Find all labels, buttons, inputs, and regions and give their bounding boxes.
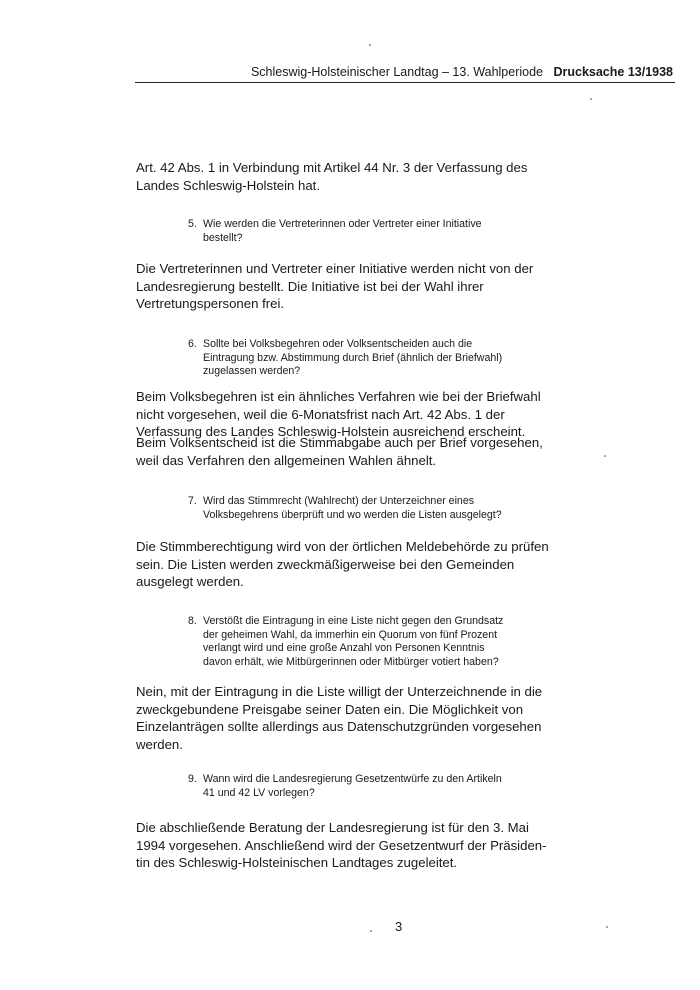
question-text: Wie werden die Vertreterinnen oder Vertreter einer Initiative <box>203 218 482 230</box>
text-line: 41 und 42 LV vorlegen? <box>203 786 315 799</box>
text-line <box>188 495 502 509</box>
scan-speck <box>369 44 371 46</box>
question-number: 6. <box>188 338 197 350</box>
text-line: Eintragung bzw. Abstimmung durch Brief (ähnlich der Briefwahl) <box>203 351 503 364</box>
page-header <box>135 64 675 83</box>
answer-paragraph <box>136 159 527 194</box>
answer-paragraph <box>136 538 549 591</box>
text-line <box>188 773 502 787</box>
text-line: zweckgebundene Preisgabe seiner Daten ein. Die Möglichkeit von <box>136 701 524 717</box>
scan-speck <box>370 930 372 932</box>
text-line: sein. Die Listen werden zweckmäßigerweise bei den Gemeinden <box>136 556 515 572</box>
text-line: Vertretungspersonen frei. <box>136 296 285 311</box>
question-number: 9. <box>188 773 197 785</box>
text-line: Nein, mit der Eintragung in die Liste willigt der Unterzeichnende in die <box>136 684 543 699</box>
question-7 <box>188 495 502 522</box>
text-line: Volksbegehrens überprüft und wo werden die Listen ausgelegt? <box>203 508 502 521</box>
text-line: nicht vorgesehen, weil die 6-Monatsfrist nach Art. 42 Abs. 1 der <box>136 406 505 422</box>
question-text: Verstößt die Eintragung in eine Liste nicht gegen den Grundsatz <box>203 615 504 627</box>
text-line: ausgelegt werden. <box>136 574 244 589</box>
text-line: Beim Volksbegehren ist ein ähnliches Verfahren wie bei der Briefwahl <box>136 389 541 404</box>
answer-paragraph <box>136 819 547 872</box>
answer-paragraph <box>136 260 533 313</box>
question-number: 7. <box>188 495 197 507</box>
text-line: Landes Schleswig-Holstein hat. <box>136 177 320 193</box>
question-8 <box>188 615 503 669</box>
question-text: Sollte bei Volksbegehren oder Volksentscheiden auch die <box>203 338 473 350</box>
text-line: Art. 42 Abs. 1 in Verbindung mit Artikel 44 Nr. 3 der Verfassung des <box>136 160 528 175</box>
text-line <box>188 615 503 629</box>
question-text: Wann wird die Landesregierung Gesetzentwürfe zu den Artikeln <box>203 773 502 785</box>
text-line: werden. <box>136 736 183 752</box>
header-title: Schleswig-Holsteinischer Landtag – 13. Wahlperiode <box>250 65 543 79</box>
text-line: 1994 vorgesehen. Anschließend wird der Gesetzentwurf der Präsiden- <box>136 837 547 853</box>
answer-paragraph <box>136 434 543 469</box>
text-line: Die Vertreterinnen und Vertreter einer Initiative werden nicht von der <box>136 261 534 276</box>
answer-paragraph <box>136 683 542 753</box>
text-line: Verfassung des Landes Schleswig-Holstein ausreichend erscheint. <box>136 424 526 439</box>
text-line: verlangt wird und eine große Anzahl von Personen Kenntnis <box>203 642 485 655</box>
text-line <box>188 338 502 352</box>
text-line: Landesregierung bestellt. Die Initiative ist bei der Wahl ihrer <box>136 278 484 294</box>
text-line: Die abschließende Beratung der Landesregierung ist für den 3. Mai <box>136 820 529 835</box>
text-line: davon erhält, wie Mitbürgerinnen oder Mitbürger votiert haben? <box>203 655 499 668</box>
scan-speck <box>606 926 608 928</box>
question-9 <box>188 773 502 800</box>
question-number: 8. <box>188 615 197 627</box>
answer-paragraph <box>136 388 541 441</box>
text-line: Beim Volksentscheid ist die Stimmabgabe auch per Brief vorgesehen, <box>136 435 543 450</box>
scan-speck <box>590 98 592 100</box>
text-line: tin des Schleswig-Holsteinischen Landtages zugeleitet. <box>136 855 458 870</box>
text-line: zugelassen werden? <box>203 365 301 378</box>
text-line: Die Stimmberechtigung wird von der örtlichen Meldebehörde zu prüfen <box>136 539 549 554</box>
question-number: 5. <box>188 218 197 230</box>
text-line: weil das Verfahren den allgemeinen Wahlen ähnelt. <box>136 452 437 468</box>
drucksache-number: Drucksache 13/1938 <box>553 65 673 79</box>
text-line: bestellt? <box>203 231 243 244</box>
scan-speck <box>604 455 606 457</box>
question-text: Wird das Stimmrecht (Wahlrecht) der Unterzeichner eines <box>203 495 475 507</box>
question-6 <box>188 338 502 379</box>
question-5 <box>188 218 482 245</box>
text-line <box>188 218 482 232</box>
page-number: 3 <box>395 919 403 934</box>
text-line: der geheimen Wahl, da immerhin ein Quorum von fünf Prozent <box>203 628 498 641</box>
text-line: Einzelanträgen sollte allerdings aus Datenschutzgründen vorgesehen <box>136 719 542 734</box>
